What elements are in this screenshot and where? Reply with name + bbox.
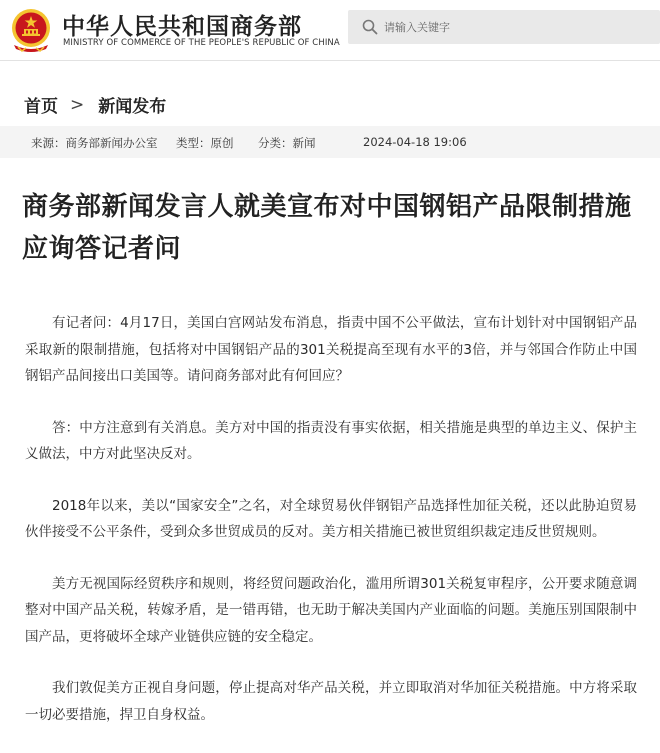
meta-source: 来源：商务部新闻办公室 bbox=[31, 136, 158, 150]
breadcrumb-home-link[interactable]: 首页 bbox=[24, 97, 58, 117]
site-header bbox=[0, 0, 660, 61]
meta-category: 分类：新闻 bbox=[258, 136, 316, 150]
article-paragraph: 答：中方注意到有关消息。美方对中国的指责没有事实依据，相关措施是典型的单边主义、保护主义做法，中方对此坚决反对。 bbox=[25, 419, 637, 462]
article-title: 商务部新闻发言人就美宣布对中国钢铝产品限制措施应询答记者问 bbox=[22, 192, 632, 264]
article-paragraph: 2018年以来，美以“国家安全”之名，对全球贸易伙伴钢铝产品选择性加征关税，还以此胁迫贸易伙伴接受不公平条件，受到众多世贸成员的反对。美方相关措施已被世贸组织裁定违反世贸规则。 bbox=[25, 497, 637, 540]
national-emblem-icon[interactable] bbox=[8, 7, 54, 53]
search-input[interactable] bbox=[384, 10, 654, 44]
site-title[interactable]: 中华人民共和国商务部 bbox=[62, 14, 302, 40]
search-icon[interactable] bbox=[362, 19, 378, 35]
breadcrumb-separator-icon: > bbox=[70, 94, 85, 115]
article-paragraph: 我们敦促美方正视自身问题，停止提高对华产品关税，并立即取消对华加征关税措施。中方将采取一切必要措施，捍卫自身权益。 bbox=[25, 680, 637, 723]
article-paragraph: 有记者问：4月17日，美国白宫网站发布消息，指责中国不公平做法，宣布计划针对中国钢铝产品采取新的限制措施，包括将对中国钢铝产品的301关税提高至现有水平的3倍，并与邻国合作防止中国钢铝产品间接出口美国等。请问商务部对此有何回应？ bbox=[25, 315, 637, 384]
article-body bbox=[25, 310, 637, 753]
site-title-english: MINISTRY OF COMMERCE OF THE PEOPLE'S REPUBLIC OF CHINA bbox=[63, 38, 340, 48]
meta-datetime: 2024-04-18 19:06 bbox=[363, 135, 467, 149]
search-box[interactable] bbox=[348, 10, 660, 44]
article-paragraph: 美方无视国际经贸秩序和规则，将经贸问题政治化，滥用所谓301关税复审程序，公开要求随意调整对中国产品关税，转嫁矛盾，是一错再错，也无助于解决美国内产业面临的问题。美施压别国限制中国产品，更将破坏全球产业链供应链的安全稳定。 bbox=[25, 575, 637, 645]
breadcrumb-current-link[interactable]: 新闻发布 bbox=[98, 97, 167, 117]
meta-type: 类型：原创 bbox=[176, 136, 234, 150]
breadcrumb bbox=[24, 92, 167, 117]
article-meta-bar bbox=[0, 126, 660, 158]
